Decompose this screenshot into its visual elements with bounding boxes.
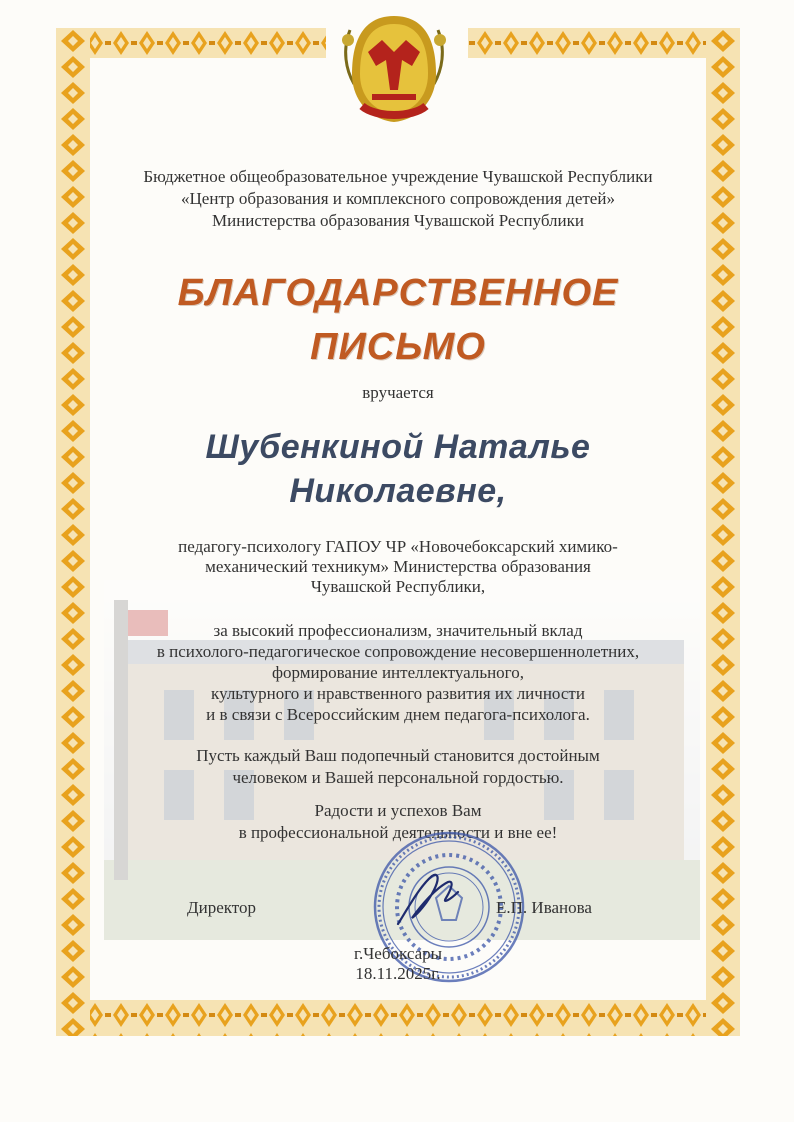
joy-line-2: в профессиональной деятельности и вне ее! <box>238 823 558 842</box>
handed-to-label: вручается <box>362 383 434 402</box>
organization-line-2: «Центр образования и комплексного сопровождения детей» <box>181 189 615 208</box>
recipient-position <box>90 537 706 597</box>
recipient-line-2: Николаевне, <box>289 472 507 510</box>
organization-name <box>90 166 706 232</box>
ornament-border-left <box>56 28 90 1036</box>
coat-of-arms-emblem <box>332 10 456 130</box>
organization-line-1: Бюджетное общеобразовательное учреждение Чувашской Республики <box>143 167 653 186</box>
place-and-date <box>90 944 706 984</box>
reason-line-2: в психолого-педагогическое сопровождение несовершеннолетних, <box>156 642 640 661</box>
ornament-border-right <box>706 28 740 1036</box>
position-line-1: педагогу-психологу ГАПОУ ЧР «Новочебоксарский химико- <box>178 537 618 556</box>
reason-line-3: формирование интеллектуального, <box>272 663 524 682</box>
document-title <box>90 266 706 374</box>
joy-line-1: Радости и успехов Вам <box>314 801 482 820</box>
ornament-border-bottom <box>56 1000 740 1036</box>
wish-paragraph <box>90 745 706 789</box>
director-label: Директор <box>187 898 256 917</box>
issue-date: 18.11.2025г. <box>355 964 441 983</box>
title-line-1: БЛАГОДАРСТВЕННОЕ <box>177 272 619 314</box>
recipient-name <box>90 425 706 513</box>
director-signature <box>392 868 464 930</box>
award-reason <box>90 620 706 725</box>
city: г.Чебоксары <box>353 944 443 963</box>
reason-line-5: и в связи с Всероссийским днем педагога-психолога. <box>206 705 590 724</box>
wish-line-1: Пусть каждый Ваш подопечный становится достойным <box>196 746 600 765</box>
reason-line-4: культурного и нравственного развития их личности <box>211 684 585 703</box>
wish-line-2: человеком и Вашей персональной гордостью. <box>232 768 564 787</box>
title-line-2: ПИСЬМО <box>310 326 486 368</box>
reason-line-1: за высокий профессионализм, значительный вклад <box>213 621 583 640</box>
director-name: Е.П. Иванова <box>496 898 592 917</box>
position-line-2: механический техникум» Министерства образования <box>205 557 591 576</box>
position-line-3: Чувашской Республики, <box>310 577 486 596</box>
recipient-line-1: Шубенкиной Наталье <box>205 428 591 466</box>
organization-line-3: Министерства образования Чувашской Республики <box>212 211 584 230</box>
